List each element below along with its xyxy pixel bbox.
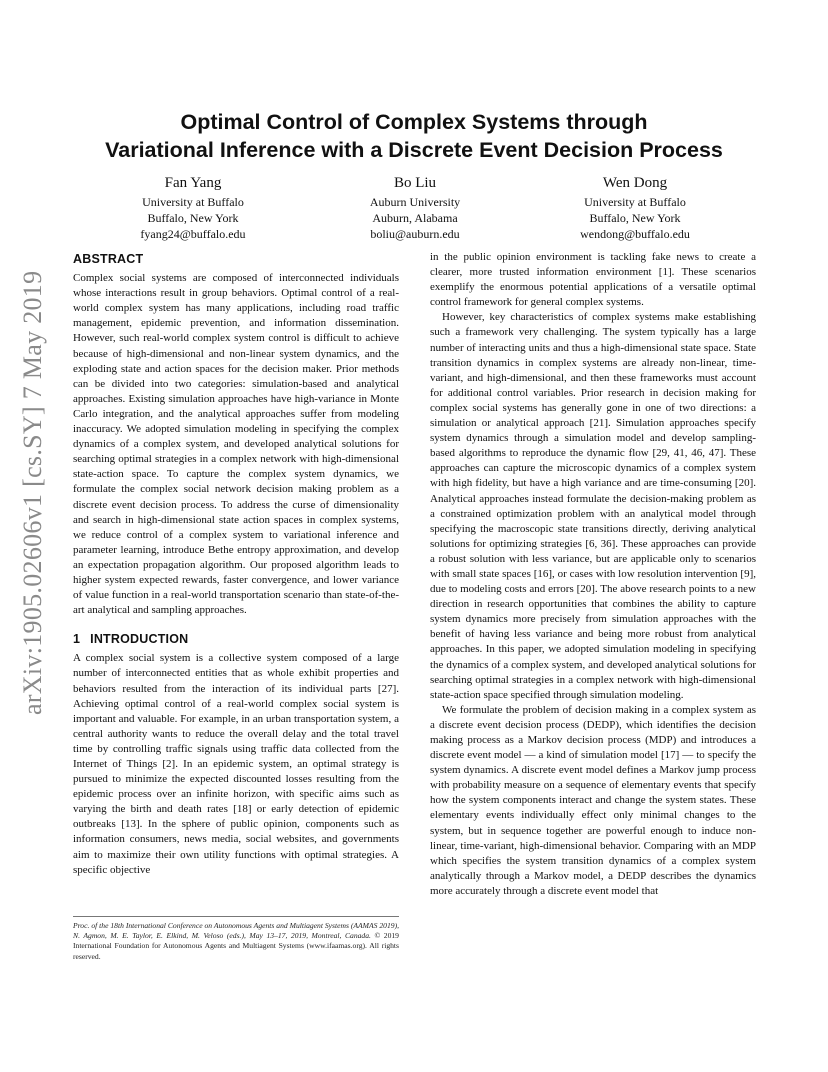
author-email: wendong@buffalo.edu <box>580 227 690 241</box>
footnote-copyright: © 2019 International Foundation for Autonomous Agents and Multiagent Systems (www.ifaamas.org). All rights reserved. <box>73 931 399 961</box>
author-name: Fan Yang <box>164 175 222 191</box>
paper-title <box>60 108 768 164</box>
section-title: INTRODUCTION <box>90 632 189 647</box>
author-location: Auburn, Alabama <box>372 211 458 225</box>
author-affiliation: University at Buffalo <box>584 195 686 209</box>
right-column <box>430 250 756 899</box>
author-affiliation: Auburn University <box>369 195 461 209</box>
body-paragraph-3: We formulate the problem of decision making in a complex system as a discrete event decision process (DEDP), which identifies the decision making process as a Markov decision process (MDP) and introduces a discrete event model — a kind of simulation model [17] — to specify the system dynamics. A discrete event model defines a Markov jump process with probability measure on a sequence of elementary events that specify how the system components interact and change the system states. These elementary events individually effect only minimal changes to the system, but in sequence together are powerful enough to induce non-linear, time-variant, high-dimensional behavior. Comparing with an MDP which specifies the system transition dynamics of a complex system analytically through a Markov model, a DEDP describes the dynamics more accurately through a discrete event model that <box>430 703 756 897</box>
left-column <box>73 252 399 878</box>
copyright-footnote <box>73 916 399 962</box>
author-email: boliu@auburn.edu <box>370 227 460 241</box>
introduction-heading <box>73 632 399 647</box>
abstract-text: Complex social systems are composed of interconnected individuals whose interactions result in group behaviors. Optimal control of a real-world complex system has many applications, including road traffic management, epidemic prevention, and information dissemination. However, such real-world complex system control is difficult to achieve because of high-dimensional and non-linear system dynamics, and the exploding state and action spaces for the decision maker. Prior methods can be divided into two categories: simulation-based and analytical approaches. Existing simulation approaches have high-variance in Monte Carlo integration, and the analytical approaches suffer from modeling inaccuracy. We adopted simulation modeling in specifying the complex dynamics of a complex system, and developed analytical solutions for searching optimal strategies in a complex network with high-dimensional state-action space. To capture the complex system dynamics, we formulate the complex social network decision making problem as a discrete event decision process. To address the curse of dimensionality and search in high-dimensional state action spaces in complex systems, we reduce control of a complex system to variational inference and parameter learning, introduce Bethe entropy approximation, and develop an expectation propagation algorithm. Our proposed algorithm leads to higher system expected rewards, faster convergence, and lower variance of value function in a real-world transportation scenario than state-of-the-art analytical and sampling approaches. <box>73 272 399 617</box>
abstract-heading: ABSTRACT <box>73 252 144 266</box>
footnote-proceedings: Proc. of the 18th International Conference on Autonomous Agents and Multiagent Systems (AAMAS 2019), N. Agmon, M. E. Taylor, E. Elkind, M. Veloso (eds.), May 13–17, 2019, Montreal, Canada. <box>73 921 399 941</box>
author-block-2 <box>340 174 490 242</box>
title-line-1: Optimal Control of Complex Systems through <box>180 110 648 134</box>
author-location: Buffalo, New York <box>147 211 239 225</box>
title-line-2: Variational Inference with a Discrete Event Decision Process <box>105 138 723 162</box>
arxiv-identifier: arXiv:1905.02606v1 [cs.SY] 7 May 2019 <box>18 270 47 715</box>
author-block-3 <box>560 174 710 242</box>
author-email: fyang24@buffalo.edu <box>140 227 246 241</box>
body-paragraph-2: However, key characteristics of complex systems make establishing such a framework very challenging. The system typically has a large number of interacting units and thus a high-dimensional state space. State transition dynamics in complex systems are already non-linear, time-variant, and high-dimensional, and then these frameworks must account for additional control variables. Prior research in decision making for complex social systems has generally gone in one of two directions: a simulation or analytical approach [21]. Simulation approaches specify system dynamics through a simulation model and develop sampling-based algorithms to reproduce the dynamic flow [29, 41, 46, 47]. These approaches can capture the microscopic dynamics of a complex system with high fidelity, but have a high variance and are time-consuming [20]. Analytical approaches instead formulate the decision-making problem as a constrained optimization problem with an analytical model through specifying the macroscopic state transitions directly, deriving analytical solutions for optimizing strategies [6, 36]. These approaches can provide a robust solution with less variance, but are applicable only to scenarios with small state spaces [16], or cases with low resolution intervention [9], due to modeling costs and errors [20]. The above research points to a new direction in research opportunities that combines the ability to capture system dynamics more precisely from simulation approaches with the benefit of having less variance and being more robust from analytical approaches. In this paper, we adopted simulation modeling in specifying the dynamics of a complex system, and developed analytical solutions for searching optimal strategies in a complex network with high-dimensional state-action space specified through simulation modeling. <box>430 311 756 701</box>
introduction-paragraph-1: A complex social system is a collective system composed of a large number of interconnected entities that as whole exhibit properties and behaviors resulted from the interaction of its individual parts [27]. Achieving optimal control of a real-world complex social system is important and valuable. For example, in an urban transportation system, a central authority wants to reduce the overall delay and the total travel time by controlling traffic signals using traffic data collected from the Internet of Things [2]. In an epidemic system, an optimal strategy is pursued to minimize the expected discounted losses resulting from the epidemic process over an infinite horizon, with specific aims such as varying the birth and death rates [18] or early detection of epidemic outbreaks [13]. In the sphere of public opinion, components such as information consumers, news media, social websites, and governments aim to maximize their own utility functions with optimal strategies. A specific objective <box>73 652 399 876</box>
section-number: 1 <box>73 632 81 647</box>
body-paragraph-1: in the public opinion environment is tackling fake news to create a clearer, more trusted information environment [1]. These scenarios exemplify the enormous potential applications of a versatile optimal control framework for general complex systems. <box>430 251 756 309</box>
author-affiliation: University at Buffalo <box>142 195 244 209</box>
author-block-1 <box>120 174 266 242</box>
author-location: Buffalo, New York <box>589 211 681 225</box>
author-name: Bo Liu <box>393 175 437 191</box>
author-name: Wen Dong <box>602 175 668 191</box>
